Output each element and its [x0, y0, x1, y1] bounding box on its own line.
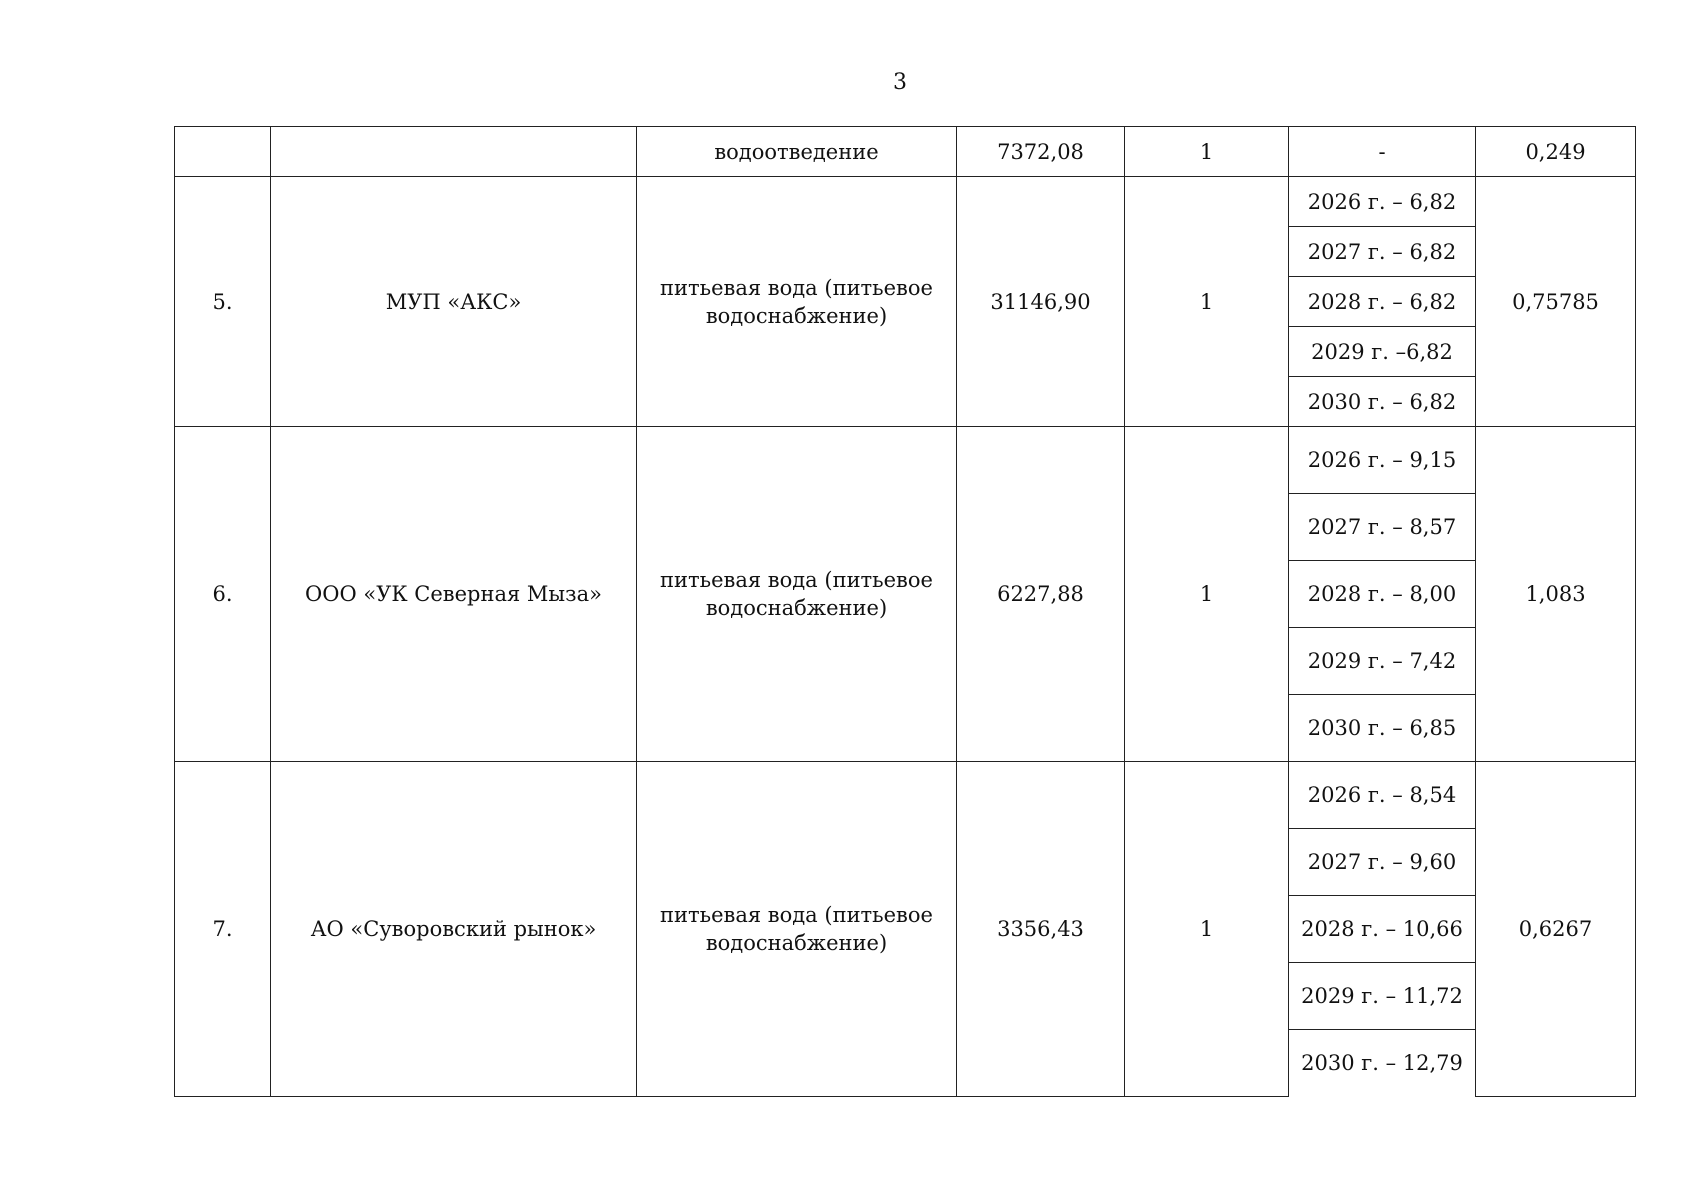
cell-no: [175, 127, 271, 177]
cell-volume: 3356,43: [957, 762, 1125, 1097]
cell-no: 7.: [175, 762, 271, 1097]
cell-value: 0,6267: [1476, 762, 1636, 1097]
cell-target: 2029 г. – 7,42: [1289, 628, 1476, 695]
cell-target: 2028 г. – 6,82: [1289, 277, 1476, 327]
cell-volume: 7372,08: [957, 127, 1125, 177]
cell-org: МУП «АКС»: [271, 177, 637, 427]
table-row-continuation: [175, 127, 1636, 177]
cell-target: 2028 г. – 10,66: [1289, 896, 1476, 963]
cell-value: 0,75785: [1476, 177, 1636, 427]
cell-no: 5.: [175, 177, 271, 427]
cell-volume: 31146,90: [957, 177, 1125, 427]
cell-target: 2027 г. – 8,57: [1289, 494, 1476, 561]
cell-resource: питьевая вода (питьевое водоснабжение): [637, 177, 957, 427]
page-number: 3: [893, 70, 907, 95]
table-row: [175, 427, 1636, 494]
cell-value: 0,249: [1476, 127, 1636, 177]
cell-target: 2026 г. – 8,54: [1289, 762, 1476, 829]
cell-coefficient: 1: [1125, 762, 1289, 1097]
cell-target: 2026 г. – 9,15: [1289, 427, 1476, 494]
cell-resource: питьевая вода (питьевое водоснабжение): [637, 762, 957, 1097]
cell-coefficient: 1: [1125, 427, 1289, 762]
cell-target: 2029 г. – 11,72: [1289, 963, 1476, 1030]
cell-no: 6.: [175, 427, 271, 762]
cell-value: 1,083: [1476, 427, 1636, 762]
cell-org: ООО «УК Северная Мыза»: [271, 427, 637, 762]
cell-org: АО «Суворовский рынок»: [271, 762, 637, 1097]
table-row: [175, 762, 1636, 829]
cell-volume: 6227,88: [957, 427, 1125, 762]
data-table: [174, 126, 1636, 1097]
cell-target: 2030 г. – 6,85: [1289, 695, 1476, 762]
table-row: [175, 177, 1636, 227]
cell-target: 2027 г. – 6,82: [1289, 227, 1476, 277]
cell-target: 2029 г. –6,82: [1289, 327, 1476, 377]
cell-resource: питьевая вода (питьевое водоснабжение): [637, 427, 957, 762]
cell-coefficient: 1: [1125, 177, 1289, 427]
cell-coefficient: 1: [1125, 127, 1289, 177]
cell-targets: -: [1289, 127, 1476, 177]
cell-target: 2030 г. – 6,82: [1289, 377, 1476, 427]
cell-org: [271, 127, 637, 177]
cell-resource: водоотведение: [637, 127, 957, 177]
cell-target: 2026 г. – 6,82: [1289, 177, 1476, 227]
cell-target: 2028 г. – 8,00: [1289, 561, 1476, 628]
cell-target: 2030 г. – 12,79: [1289, 1030, 1476, 1097]
cell-target: 2027 г. – 9,60: [1289, 829, 1476, 896]
